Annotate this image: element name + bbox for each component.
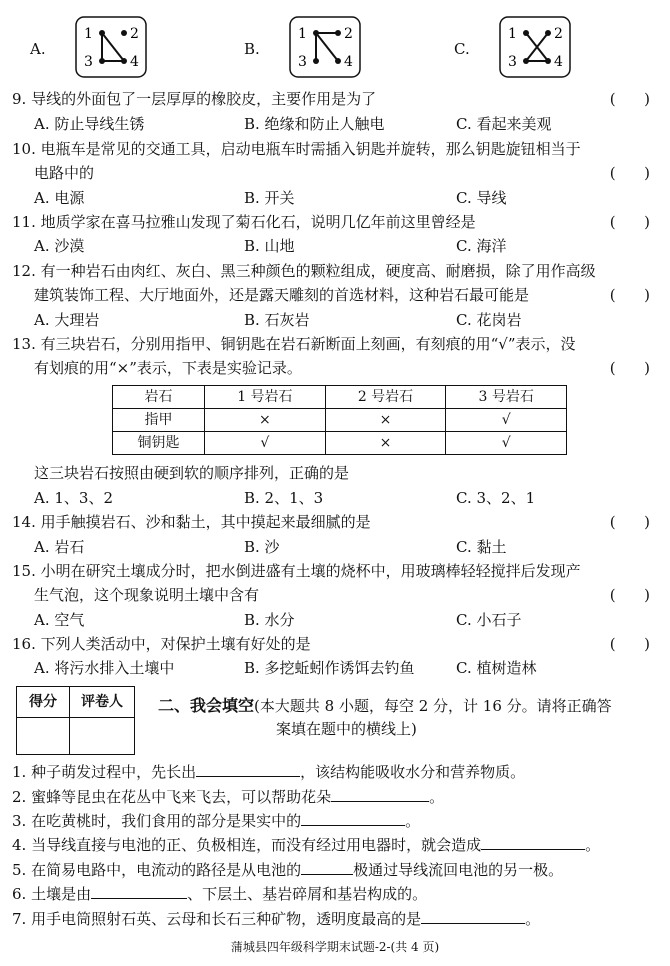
section-title: 二、我会填空 xyxy=(158,696,255,715)
table-cell: 铜钥匙 xyxy=(113,432,205,455)
option-b[interactable]: B. 水分 xyxy=(244,611,295,629)
option-a[interactable]: A. 沙漠 xyxy=(34,237,85,255)
table-cell: × xyxy=(325,432,446,455)
option-b[interactable]: B. 多挖蚯蚓作诱饵去钓鱼 xyxy=(244,659,415,677)
option-a[interactable]: A. 大理岩 xyxy=(34,311,100,329)
question-12-cont: 建筑装饰工程、大厅地面外，还是露天雕刻的首选材料，这种岩石最可能是 xyxy=(34,286,530,304)
fill-text: 5. 在简易电路中，电流动的路径是从电池的 xyxy=(12,861,302,879)
node-label: 2 xyxy=(130,26,139,42)
option-a[interactable]: A. 岩石 xyxy=(34,538,85,556)
table-cell: √ xyxy=(446,409,567,432)
table-cell: √ xyxy=(446,432,567,455)
fill-question-1 xyxy=(12,762,525,781)
answer-paren[interactable]: ( ) xyxy=(609,635,650,653)
table-cell: 指甲 xyxy=(113,409,205,432)
option-a[interactable]: A. 将污水排入土壤中 xyxy=(34,659,175,677)
answer-blank[interactable] xyxy=(196,762,300,777)
node-label: 3 xyxy=(298,54,307,70)
answer-paren[interactable]: ( ) xyxy=(609,164,650,182)
node-label: 4 xyxy=(554,54,563,70)
fill-question-5 xyxy=(12,860,563,879)
fill-question-3 xyxy=(12,811,420,830)
option-a[interactable]: A. 防止导线生锈 xyxy=(34,115,145,133)
answer-blank[interactable] xyxy=(481,835,585,850)
table-header: 2 号岩石 xyxy=(325,386,446,409)
score-field[interactable] xyxy=(17,718,70,755)
option-label: B. xyxy=(244,40,260,58)
option-c[interactable]: C. 海洋 xyxy=(456,237,507,255)
answer-paren[interactable]: ( ) xyxy=(609,359,650,377)
rock-scratch-table xyxy=(112,385,567,455)
node-label: 2 xyxy=(344,26,353,42)
fill-question-6 xyxy=(12,884,427,903)
question-10: 10. 电瓶车是常见的交通工具，启动电瓶车时需插入钥匙并旋转，那么钥匙旋钮相当于 xyxy=(12,140,581,158)
node-label: 1 xyxy=(84,26,93,42)
fill-question-2 xyxy=(12,787,444,806)
option-c[interactable]: C. 小石子 xyxy=(456,611,522,629)
score-header: 得分 xyxy=(17,687,70,718)
question-13-ask: 这三块岩石按照由硬到软的顺序排列，正确的是 xyxy=(34,464,350,482)
score-box xyxy=(16,686,135,755)
node-label: 4 xyxy=(130,54,139,70)
question-13-cont: 有划痕的用“×”表示，下表是实验记录。 xyxy=(34,359,302,377)
question-13: 13. 有三块岩石，分别用指甲、铜钥匙在岩石新断面上刻画，有刻痕的用“√”表示，没 xyxy=(12,335,576,353)
table-cell: √ xyxy=(205,432,326,455)
fill-text: 。 xyxy=(585,836,601,854)
option-c[interactable]: C. 导线 xyxy=(456,189,507,207)
answer-blank[interactable] xyxy=(331,787,429,802)
question-9: 9. 导线的外面包了一层厚厚的橡胶皮，主要作用是为了 xyxy=(12,90,377,108)
fill-text: 。 xyxy=(525,910,541,928)
section-2-desc-cont: 案填在题中的横线上) xyxy=(276,720,417,738)
option-c[interactable]: C. 植树造林 xyxy=(456,659,537,677)
node-label: 3 xyxy=(508,54,517,70)
fill-text: 极通过导线流回电池的另一极。 xyxy=(353,861,564,879)
table-header-row xyxy=(113,386,567,409)
table-row xyxy=(113,409,567,432)
page-footer: 蒲城县四年级科学期末试题-2-(共 4 页) xyxy=(230,940,440,954)
answer-paren[interactable]: ( ) xyxy=(609,90,650,108)
node-label: 3 xyxy=(84,54,93,70)
grader-header: 评卷人 xyxy=(70,687,135,718)
option-a[interactable]: A. 空气 xyxy=(34,611,85,629)
question-14: 14. 用手触摸岩石、沙和黏土，其中摸起来最细腻的是 xyxy=(12,513,371,531)
option-b[interactable]: B. 石灰岩 xyxy=(244,311,310,329)
fill-text: 6. 土壤是由 xyxy=(12,885,92,903)
answer-blank[interactable] xyxy=(421,909,525,924)
option-b[interactable]: B. 山地 xyxy=(244,237,295,255)
fill-text: 。 xyxy=(429,788,445,806)
question-11: 11. 地质学家在喜马拉雅山发现了菊石化石，说明几亿年前这里曾经是 xyxy=(12,213,476,231)
section-2-heading xyxy=(158,696,612,715)
fill-text: ，该结构能吸收水分和营养物质。 xyxy=(300,763,526,781)
node-label: 4 xyxy=(344,54,353,70)
option-label: A. xyxy=(30,40,46,58)
node-label: 1 xyxy=(508,26,517,42)
circuit-diagram-c xyxy=(474,14,574,80)
option-c[interactable]: C. 黏土 xyxy=(456,538,507,556)
fill-question-4 xyxy=(12,835,600,854)
answer-paren[interactable]: ( ) xyxy=(609,586,650,604)
answer-blank[interactable] xyxy=(301,811,405,826)
fill-text: 2. 蜜蜂等昆虫在花丛中飞来飞去，可以帮助花朵 xyxy=(12,788,332,806)
node-label: 2 xyxy=(554,26,563,42)
table-cell: × xyxy=(325,409,446,432)
answer-blank[interactable] xyxy=(301,860,353,875)
option-b[interactable]: B. 2、1、3 xyxy=(244,489,324,507)
table-header: 3 号岩石 xyxy=(446,386,567,409)
table-header: 岩石 xyxy=(113,386,205,409)
option-c[interactable]: C. 看起来美观 xyxy=(456,115,552,133)
option-c[interactable]: C. 3、2、1 xyxy=(456,489,536,507)
question-16: 16. 下列人类活动中，对保护土壤有好处的是 xyxy=(12,635,311,653)
option-b[interactable]: B. 绝缘和防止人触电 xyxy=(244,115,385,133)
circuit-diagram-b xyxy=(264,14,364,80)
option-c[interactable]: C. 花岗岩 xyxy=(456,311,522,329)
answer-paren[interactable]: ( ) xyxy=(609,286,650,304)
option-a[interactable]: A. 电源 xyxy=(34,189,85,207)
fill-text: 7. 用手电筒照射石英、云母和长石三种矿物，透明度最高的是 xyxy=(12,910,422,928)
fill-text: 。 xyxy=(405,812,421,830)
question-15-cont: 生气泡，这个现象说明土壤中含有 xyxy=(34,586,260,604)
fill-text: 3. 在吃黄桃时，我们食用的部分是果实中的 xyxy=(12,812,302,830)
answer-blank[interactable] xyxy=(91,884,187,899)
table-cell: × xyxy=(205,409,326,432)
grader-field[interactable] xyxy=(70,718,135,755)
fill-text: 4. 当导线直接与电池的正、负极相连，而没有经过用电器时，就会造成 xyxy=(12,836,482,854)
question-10-cont: 电路中的 xyxy=(34,164,95,182)
circuit-diagram-a xyxy=(50,14,150,80)
fill-text: 、下层土、基岩碎屑和基岩构成的。 xyxy=(187,885,428,903)
question-12: 12. 有一种岩石由肉红、灰白、黑三种颜色的颗粒组成，硬度高、耐磨损，除了用作高级 xyxy=(12,262,596,280)
table-header: 1 号岩石 xyxy=(205,386,326,409)
fill-text: 1. 种子萌发过程中，先长出 xyxy=(12,763,197,781)
option-b[interactable]: B. 沙 xyxy=(244,538,280,556)
question-15: 15. 小明在研究土壤成分时，把水倒进盛有土壤的烧杯中，用玻璃棒轻轻搅拌后发现产 xyxy=(12,562,581,580)
table-row xyxy=(113,432,567,455)
option-a[interactable]: A. 1、3、2 xyxy=(34,489,113,507)
section-desc: (本大题共 8 小题，每空 2 分，计 16 分。请将正确答 xyxy=(254,697,612,715)
option-b[interactable]: B. 开关 xyxy=(244,189,295,207)
answer-paren[interactable]: ( ) xyxy=(609,513,650,531)
option-label: C. xyxy=(454,40,470,58)
answer-paren[interactable]: ( ) xyxy=(609,213,650,231)
fill-question-7 xyxy=(12,909,540,928)
node-label: 1 xyxy=(298,26,307,42)
